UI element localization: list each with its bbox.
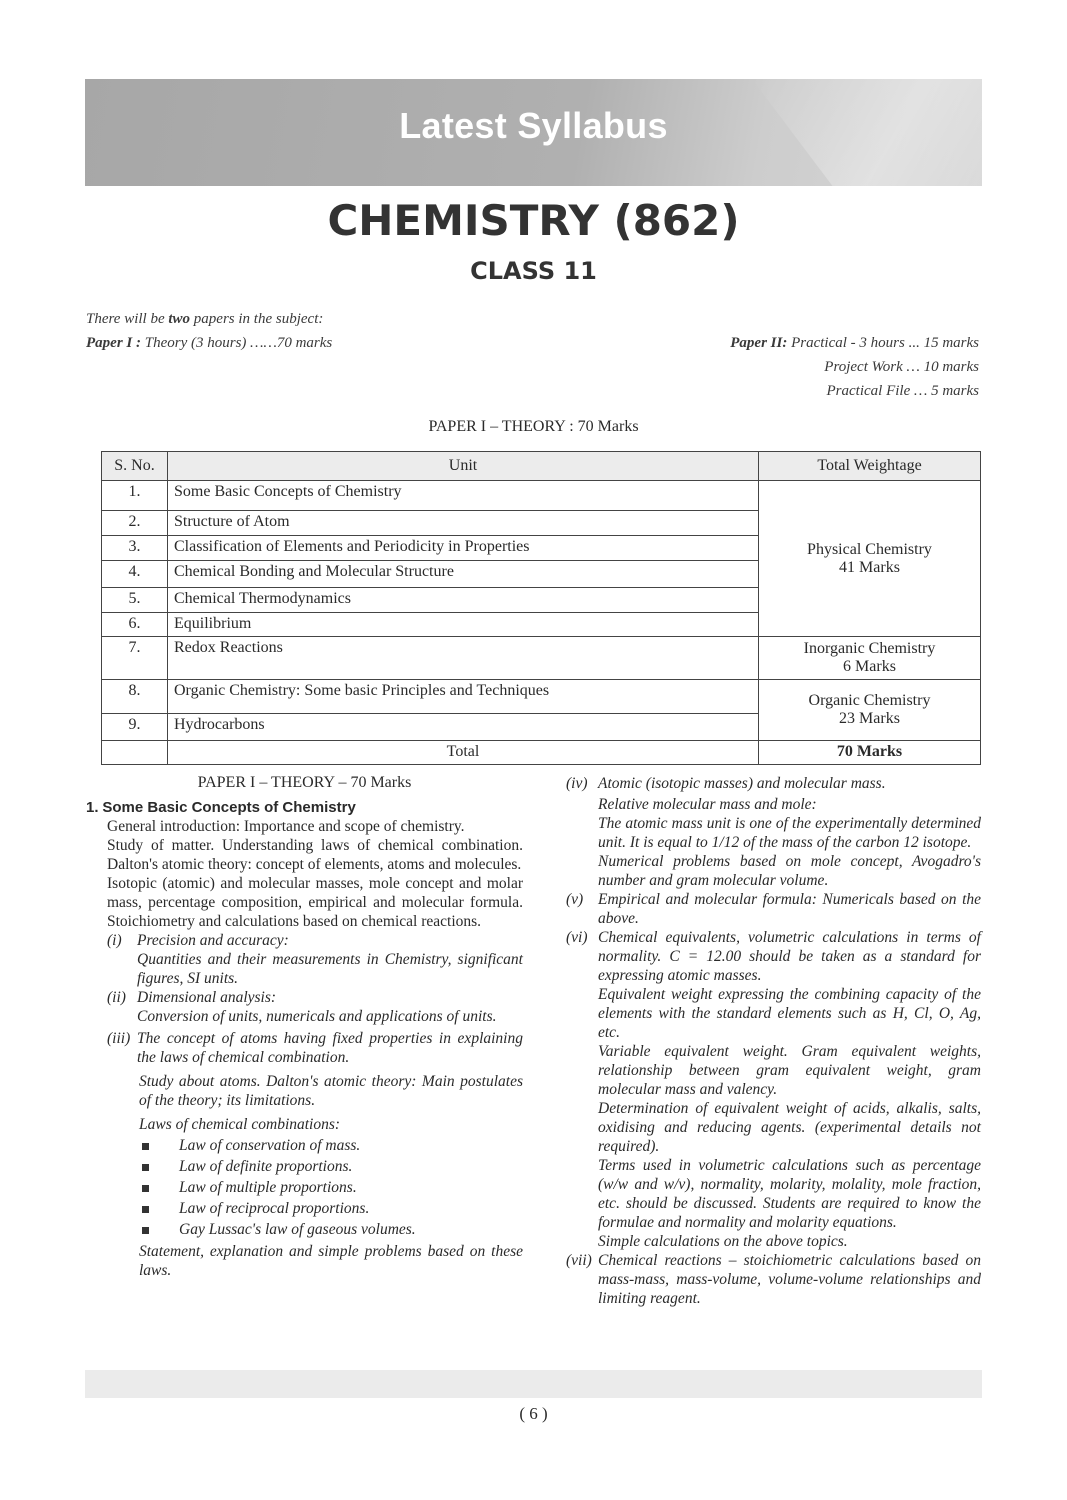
subpoint-text: Numerical problems based on mole concept, Avogadro's number and gram molecular volume.	[598, 853, 981, 889]
subpoint-text: Quantities and their measurements in Chemistry, significant figures, SI units.	[137, 951, 523, 987]
table-total-row	[102, 741, 981, 765]
subpoint-text: Statement, explanation and simple problems based on these laws.	[139, 1243, 523, 1279]
paper1-line: Paper I : Theory (3 hours) ……70 marks	[86, 335, 333, 351]
subpoint-text: Simple calculations on the above topics.	[598, 1233, 848, 1250]
weight-physical: Physical Chemistry 41 Marks	[759, 481, 981, 637]
bullet-icon	[142, 1185, 149, 1192]
col-header-weightage: Total Weightage	[759, 452, 981, 481]
subpoint-text: Determination of equivalent weight of acids, alkalis, salts, oxidising and reducing agents. (experimental details not required).	[598, 1100, 981, 1155]
list-item: Law of multiple proportions.	[140, 1178, 523, 1197]
row-number: 6.	[102, 613, 168, 637]
subpoint-title: The concept of atoms having fixed properties in explaining the laws of chemical combination.	[137, 1030, 523, 1066]
project-line: Project Work … 10 marks	[824, 359, 979, 375]
subpoint-text: Relative molecular mass and mole:	[598, 796, 817, 813]
list-item: Gay Lussac's law of gaseous volumes.	[140, 1220, 523, 1239]
table-row	[102, 637, 981, 680]
list-item: Law of definite proportions.	[140, 1157, 523, 1176]
class-title: CLASS 11	[470, 257, 597, 285]
subpoint-text: Study about atoms. Dalton's atomic theory: Main postulates of the theory; its limitations.	[139, 1073, 523, 1109]
subpoint-text: Terms used in volumetric calculations such as percentage (w/w and w/v), normality, molarity, molality, mole fraction, etc. should be discussed. Students are required to know the formulae and normality and molarity equations.	[598, 1157, 981, 1231]
subpoint-text: Chemical reactions – stoichiometric calculations based on mass-mass, mass-volume, volume-volume relationships and limiting reagent.	[598, 1252, 981, 1307]
unit-title: Some Basic Concepts of Chemistry	[102, 799, 356, 816]
row-unit: Chemical Bonding and Molecular Structure	[168, 561, 759, 588]
row-unit: Redox Reactions	[168, 637, 759, 680]
subpoint-vii	[566, 1251, 981, 1308]
subpoint-iv	[566, 774, 981, 793]
row-number: 8.	[102, 680, 168, 714]
subpoint-text: Empirical and molecular formula: Numericals based on the above.	[598, 891, 981, 927]
row-unit: Organic Chemistry: Some basic Principles and Techniques	[168, 680, 759, 714]
row-number: 4.	[102, 561, 168, 588]
banner-title: Latest Syllabus	[399, 105, 668, 146]
row-unit: Some Basic Concepts of Chemistry	[168, 481, 759, 511]
col-header-sno: S. No.	[102, 452, 168, 481]
subject-title: CHEMISTRY (862)	[327, 196, 740, 245]
subpoint-vi	[566, 928, 981, 985]
table-row	[102, 680, 981, 714]
subpoint-title: Atomic (isotopic masses) and molecular mass.	[598, 775, 886, 792]
table-row	[102, 481, 981, 511]
subpoint-label: (ii)	[107, 989, 126, 1006]
intro-line: There will be two papers in the subject:	[86, 311, 324, 327]
subpoint-ii	[107, 988, 523, 1007]
total-value: 70 Marks	[759, 741, 981, 765]
table-caption: PAPER I – THEORY : 70 Marks	[428, 418, 639, 435]
subpoint-text: Laws of chemical combinations:	[139, 1116, 341, 1133]
subpoint-text: The atomic mass unit is one of the experimentally determined unit. It is equal to 1/12 of the mass of the carbon 12 isotope.	[598, 815, 981, 851]
row-unit: Equilibrium	[168, 613, 759, 637]
weight-inorganic: Inorganic Chemistry 6 Marks	[759, 637, 981, 680]
paragraph: Study of matter. Understanding laws of chemical combination. Dalton's atomic theory: concept of elements, atoms and molecules.	[107, 837, 523, 873]
subpoint-text: Conversion of units, numericals and applications of units.	[137, 1008, 497, 1025]
list-item: Law of reciprocal proportions.	[140, 1199, 523, 1218]
row-unit: Chemical Thermodynamics	[168, 588, 759, 613]
paper2-line: Paper II: Practical - 3 hours ... 15 marks	[730, 335, 979, 351]
subpoint-label: (vii)	[566, 1252, 592, 1269]
paragraph: General introduction: Importance and scope of chemistry.	[107, 818, 465, 835]
row-number: 7.	[102, 637, 168, 680]
table-header-row	[102, 452, 981, 481]
subpoint-title: Precision and accuracy:	[137, 932, 289, 949]
subpoint-i	[107, 931, 523, 950]
bullet-icon	[142, 1227, 149, 1234]
list-item: Law of conservation of mass.	[140, 1136, 523, 1155]
left-column	[86, 773, 523, 1280]
subpoint-v	[566, 890, 981, 928]
col-header-unit: Unit	[168, 452, 759, 481]
subpoint-text: Chemical equivalents, volumetric calculations in terms of normality. C = 12.00 should be taken as a standard for expressing atomic masses.	[598, 929, 981, 984]
paragraph: Isotopic (atomic) and molecular masses, mole concept and molar mass, percentage composition, empirical and molecular formula. Stoichiometry and calculations based on chemical reactions.	[107, 875, 523, 930]
subpoint-title: Dimensional analysis:	[137, 989, 277, 1006]
subpoint-text: Variable equivalent weight. Gram equivalent weights, relationship between gram equivalent weight, gram molecular mass and valency.	[598, 1043, 981, 1098]
row-number: 1.	[102, 481, 168, 511]
subpoint-label: (iv)	[566, 775, 588, 792]
unit-number: 1.	[86, 799, 99, 816]
subpoint-label: (vi)	[566, 929, 588, 946]
practical-file-line: Practical File … 5 marks	[826, 383, 979, 399]
weight-organic: Organic Chemistry 23 Marks	[759, 680, 981, 741]
row-unit: Hydrocarbons	[168, 714, 759, 741]
bullet-icon	[142, 1143, 149, 1150]
page-number: ( 6 )	[519, 1404, 548, 1423]
unit-heading	[86, 798, 523, 817]
subpoint-label: (i)	[107, 932, 122, 949]
bullet-icon	[142, 1206, 149, 1213]
laws-list	[107, 1136, 523, 1239]
total-label: Total	[168, 741, 759, 765]
banner	[85, 79, 982, 186]
row-number: 9.	[102, 714, 168, 741]
row-unit: Structure of Atom	[168, 511, 759, 536]
row-number: 2.	[102, 511, 168, 536]
footer-band	[85, 1370, 982, 1398]
subpoint-label: (v)	[566, 891, 584, 908]
row-unit: Classification of Elements and Periodicity in Properties	[168, 536, 759, 561]
row-number: 5.	[102, 588, 168, 613]
syllabus-table	[101, 451, 981, 765]
subpoint-iii	[107, 1029, 523, 1067]
right-column	[566, 774, 981, 1308]
row-number: 3.	[102, 536, 168, 561]
subpoint-text: Equivalent weight expressing the combining capacity of the elements with the standard elements such as H, Cl, O, Ag, etc.	[598, 986, 981, 1041]
total-blank	[102, 741, 168, 765]
subpoint-label: (iii)	[107, 1030, 131, 1047]
bullet-icon	[142, 1164, 149, 1171]
section-heading: PAPER I – THEORY – 70 Marks	[197, 774, 412, 791]
